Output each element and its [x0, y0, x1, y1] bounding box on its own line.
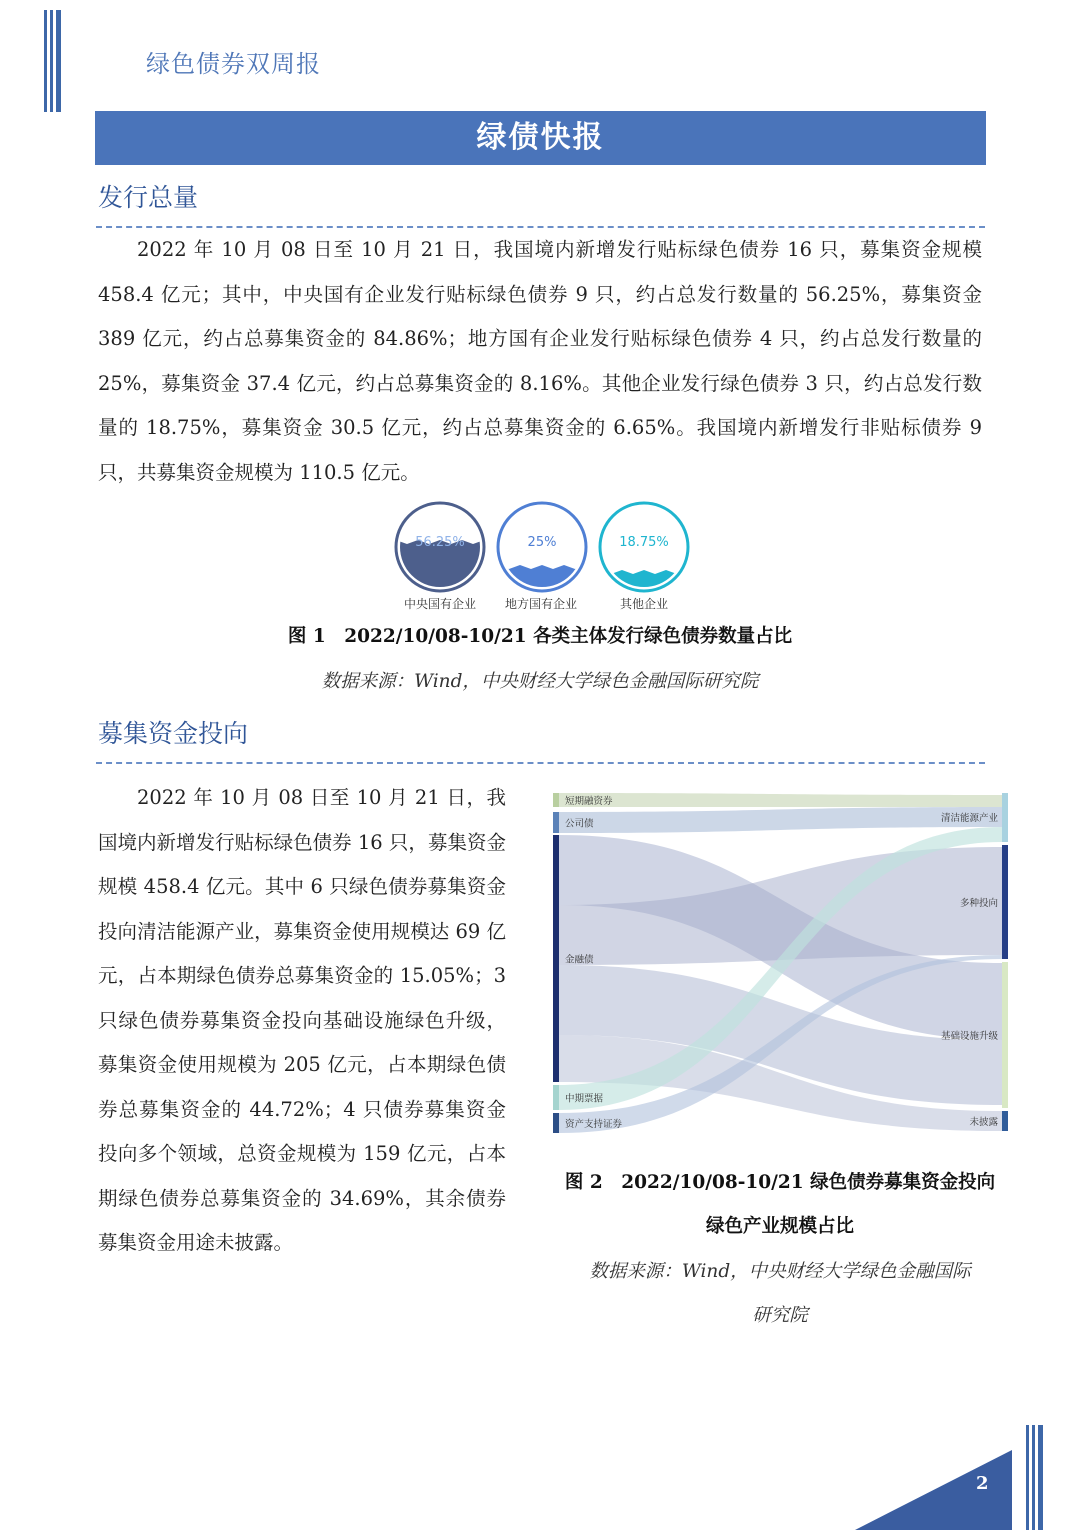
gauge-value-label: 56.25%	[415, 535, 465, 550]
gauge-label-other: 其他企业	[619, 597, 668, 611]
sankey-target-node	[1002, 845, 1008, 959]
gauge-value-label: 18.75%	[619, 535, 669, 550]
sankey-source-node	[553, 812, 559, 833]
sankey-target-node	[1002, 962, 1008, 1108]
figure2-caption-line1: 图 2 2022/10/08-10/21 绿色债券募集资金投向	[564, 1172, 996, 1193]
sankey-source-node	[553, 835, 559, 1082]
section-banner: 绿债快报	[95, 111, 986, 165]
header-decoration-bars	[44, 10, 64, 112]
gauge-label-local-soe: 地方国有企业	[504, 597, 577, 611]
issuance-paragraph: 2022 年 10 月 08 日至 10 月 21 日，我国境内新增发行贴标绿色债券 16 只，募集资金规模 458.4 亿元；其中，中央国有企业发行贴标绿色债券 9 只，约占总发行数量的 56.25%，募集资金 389 亿元，约占总募集资金的 84.86%；地方国有企业发行贴标绿色债券 4 只，约占总发行数量的 25%，募集资金 37.4 亿元，约占总募集资金的 8.16%。其他企业发行绿色债券 3 只，约占总发行数量的 18.75%，募集资金 30.5 亿元，约占总募集资金的 6.65%。我国境内新增发行非贴标债券 9 只，共募集资金规模为 110.5 亿元。	[98, 238, 982, 484]
gauge-1	[498, 503, 586, 591]
sankey-target-node	[1002, 1111, 1008, 1131]
gauge-0	[396, 503, 484, 591]
gauge-label-central-soe: 中央国有企业	[403, 597, 476, 611]
figure2-caption-line2: 绿色产业规模占比	[705, 1216, 854, 1237]
sankey-source-label: 资产支持证券	[565, 1119, 623, 1130]
sankey-link	[559, 793, 1002, 807]
sankey-source-label: 金融债	[565, 954, 594, 966]
sankey-source-label: 中期票据	[565, 1093, 604, 1105]
sankey-source-node	[553, 1113, 559, 1133]
sankey-target-label: 多种投向	[959, 898, 998, 909]
sankey-source-node	[553, 1085, 559, 1110]
figure2-source-line2: 研究院	[752, 1305, 808, 1326]
section-divider	[96, 762, 985, 764]
sankey-target-label: 清洁能源产业	[940, 813, 998, 824]
footer-decoration	[850, 1420, 1050, 1534]
figure1-caption: 图 1 2022/10/08-10/21 各类主体发行绿色债券数量占比	[287, 626, 793, 647]
figure1-source: 数据来源：Wind，中央财经大学绿色金融国际研究院	[321, 671, 759, 692]
page-number: 2	[976, 1473, 989, 1494]
sankey-target-node	[1002, 793, 1008, 842]
gauge-2	[600, 503, 688, 591]
sankey-source-label: 短期融资券	[565, 796, 613, 807]
report-title: 绿色债券双周报	[146, 50, 321, 78]
fund-use-paragraph: 2022 年 10 月 08 日至 10 月 21 日，我国境内新增发行贴标绿色债券 16 只，募集资金规模 458.4 亿元。其中 6 只绿色债券募集资金投向清洁能源产业，募集资金使用规模达 69 亿元，占本期绿色债券总募集资金的 15.05%；3 只绿色债券募集资金投向基础设施绿色升级，募集资金使用规模为 205 亿元，占本期绿色债券总募集资金的 44.72%；4 只债券募集资金投向多个领域，总资金规模为 159 亿元，占本期绿色债券总募集资金的 34.69%，其余债券募集资金用途未披露。	[98, 786, 506, 1254]
sankey-source-label: 公司债	[565, 818, 594, 830]
figure2-source-line1: 数据来源：Wind，中央财经大学绿色金融国际	[589, 1261, 971, 1282]
sankey-target-label: 未披露	[969, 1117, 998, 1128]
figure2-sankey	[545, 785, 1015, 1140]
section-heading-issuance: 发行总量	[98, 183, 199, 212]
sankey-target-label: 基础设施升级	[940, 1031, 998, 1042]
sankey-source-node	[553, 793, 559, 807]
gauge-value-label: 25%	[527, 535, 557, 550]
section-heading-fund-use: 募集资金投向	[98, 719, 249, 748]
